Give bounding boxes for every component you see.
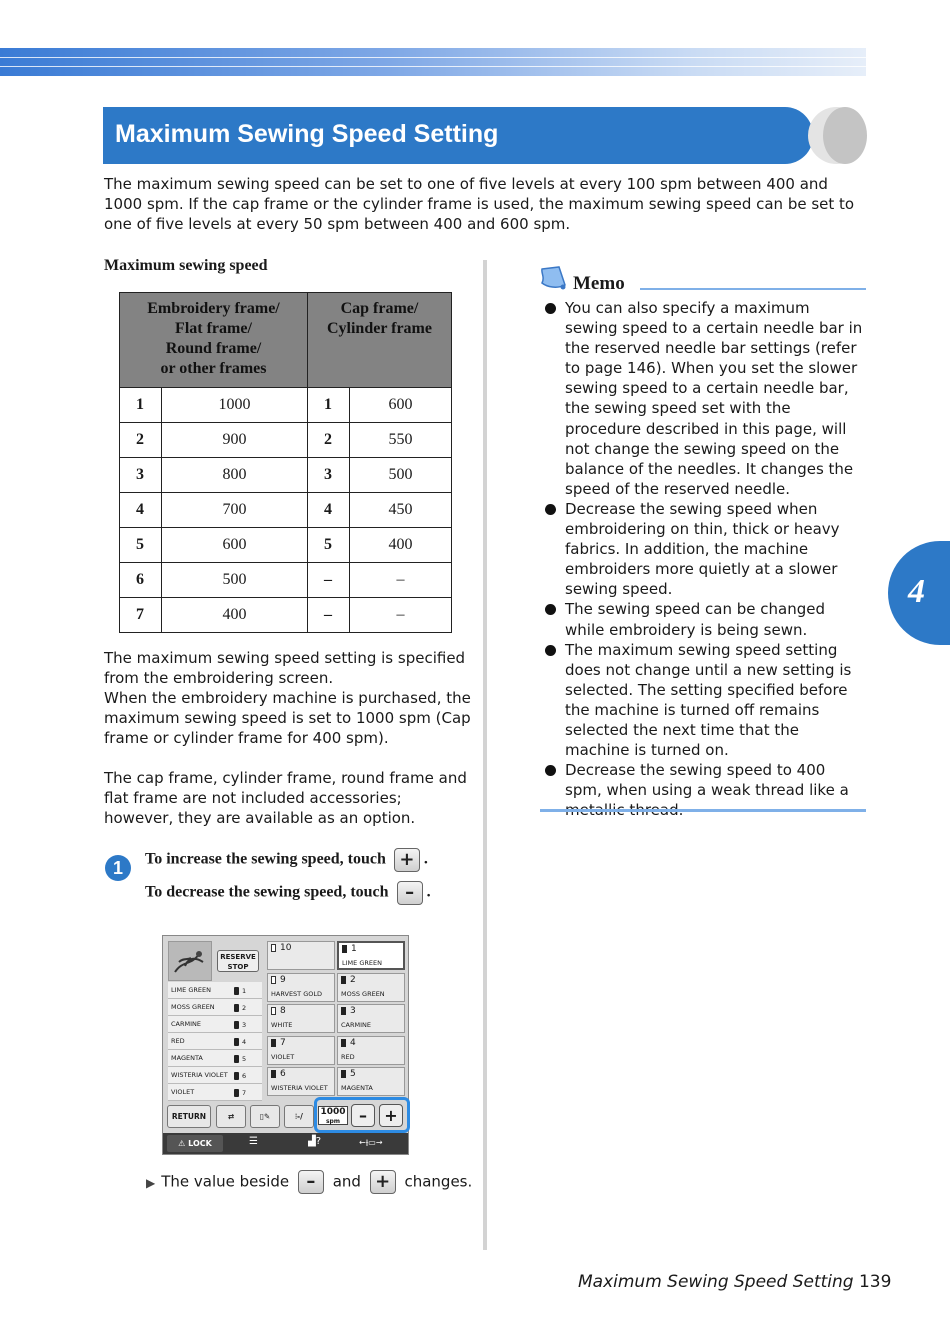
needle-number: 5 xyxy=(350,1069,356,1079)
thread-name: CARMINE xyxy=(171,1020,201,1028)
needle-color-name: WHITE xyxy=(271,1021,293,1029)
needle-number: 1 xyxy=(351,944,357,954)
spool-icon xyxy=(271,976,276,984)
page-footer xyxy=(578,1272,891,1292)
spool-icon xyxy=(341,1070,346,1078)
needle-number: 10 xyxy=(280,943,292,953)
table-cell: 2 xyxy=(120,423,162,458)
table-row xyxy=(120,563,452,598)
memo-item xyxy=(543,599,865,639)
help-icon[interactable]: ▟? xyxy=(308,1136,321,1147)
thread-list-item[interactable] xyxy=(168,999,262,1016)
max-speed-value: 1000 spm xyxy=(318,1106,348,1125)
spool-icon xyxy=(341,976,346,984)
needle-color-name: MOSS GREEN xyxy=(341,989,385,998)
needle-number: 8 xyxy=(280,1006,286,1016)
thread-name: RED xyxy=(171,1037,185,1045)
thread-list-item[interactable] xyxy=(168,982,262,999)
table-row xyxy=(120,423,452,458)
table-row xyxy=(120,458,452,493)
speed-table xyxy=(119,292,452,633)
needle-bar-tile[interactable] xyxy=(267,1067,335,1096)
column-divider xyxy=(483,260,487,1250)
thread-list-item[interactable] xyxy=(168,1067,262,1084)
memo-item-text: Decrease the sewing speed to 400 spm, when using a weak thread like a xyxy=(565,761,849,800)
table-cell: 4 xyxy=(307,493,349,528)
paragraph-default-speed: When the embroidery machine is purchased, the maximum sewing speed is set to 1000 spm (Cap frame or cylinder frame for 400 spm). xyxy=(104,689,471,747)
needle-number: 9 xyxy=(280,974,286,985)
table-cell: 600 xyxy=(349,388,451,423)
thread-name: VIOLET xyxy=(171,1088,195,1096)
bullet-icon xyxy=(545,604,556,615)
needle-bar-tile[interactable] xyxy=(267,1036,335,1065)
needle-color-name: CARMINE xyxy=(341,1021,371,1029)
table-cell: 3 xyxy=(120,458,162,493)
spool-icon xyxy=(234,1089,239,1097)
needle-bar-tile[interactable] xyxy=(337,1036,405,1065)
memo-bell-icon xyxy=(539,265,567,291)
table-cell: 500 xyxy=(349,458,451,493)
needle-number: 2 xyxy=(350,974,356,985)
memo-item xyxy=(543,499,865,599)
bullet-icon xyxy=(545,504,556,515)
chapter-tab xyxy=(888,541,950,645)
needle-number: 6 xyxy=(280,1069,286,1079)
needle-bar-tile[interactable] xyxy=(267,973,335,1002)
memo-bottom-rule xyxy=(540,809,866,812)
spool-icon xyxy=(234,1004,239,1012)
footer-title: Maximum Sewing Speed Setting xyxy=(578,1272,854,1292)
embroidery-pattern-preview xyxy=(168,941,212,981)
thread-tension-button[interactable]: ⫶-/ xyxy=(284,1105,314,1128)
thread-list-item[interactable] xyxy=(168,1016,262,1033)
thread-number: 4 xyxy=(242,1038,247,1046)
table-header-embroidery-frame: Embroidery frame/ Flat frame/ Round frame/ or other frames xyxy=(120,293,308,388)
table-cell: 400 xyxy=(349,528,451,563)
needle-bar-tile[interactable] xyxy=(337,1004,405,1033)
machine-screen-illustration xyxy=(162,935,409,1155)
table-cell: – xyxy=(349,598,451,633)
memo-item-text: The sewing speed can be changed while embroidery is being sewn. xyxy=(565,600,825,639)
table-cell: 2 xyxy=(307,423,349,458)
page-number: 139 xyxy=(858,1272,892,1292)
plus-key-icon: + xyxy=(370,1170,396,1194)
thread-number: 3 xyxy=(242,1021,247,1029)
table-cell: 900 xyxy=(162,423,308,458)
spool-icon xyxy=(342,945,347,953)
spool-icon xyxy=(341,1039,346,1047)
table-cell: 700 xyxy=(162,493,308,528)
reserve-stop-button[interactable]: RESERVE STOP xyxy=(217,950,259,972)
table-cell: – xyxy=(307,563,349,598)
table-cell: 1 xyxy=(120,388,162,423)
thread-number: 6 xyxy=(242,1072,247,1080)
table-cell: – xyxy=(349,563,451,598)
spool-icon xyxy=(234,987,239,995)
title-decoration-circle xyxy=(823,107,867,164)
needle-color-name: LIME GREEN xyxy=(342,959,382,967)
paragraph-accessories: The cap frame, cylinder frame, round frame and flat frame are not included accessories; however, they are available as an option. xyxy=(104,769,467,827)
memo-top-rule xyxy=(640,288,866,290)
chapter-number: 4 xyxy=(908,573,925,610)
bullet-icon xyxy=(545,645,556,656)
frame-move-icon[interactable]: ←⫲▭→ xyxy=(359,1138,383,1147)
intro-paragraph: The maximum sewing speed can be set to one of five levels at every 100 spm between 400 and 1000 spm. If the cap frame or the cylinder frame is used, the maximum sewing speed can be set to one of five levels at every 50 spm between 400 and 600 spm. xyxy=(104,175,855,233)
needle-bar-tile[interactable] xyxy=(337,973,405,1002)
needle-bar-tile[interactable] xyxy=(267,941,335,970)
needle-bar-tile[interactable] xyxy=(337,941,405,970)
memo-item xyxy=(543,298,865,499)
table-row xyxy=(120,598,452,633)
checklist-icon[interactable]: ☰ xyxy=(249,1136,258,1147)
screen-status-bar xyxy=(163,1133,408,1154)
thread-list-item[interactable] xyxy=(168,1050,262,1067)
thread-number: 5 xyxy=(242,1055,247,1063)
needle-color-name: WISTERIA VIOLET xyxy=(271,1084,328,1092)
spool-icon xyxy=(271,1007,276,1015)
table-cell: 7 xyxy=(120,598,162,633)
return-button[interactable]: RETURN xyxy=(167,1105,211,1128)
thread-number: 2 xyxy=(242,1004,247,1012)
needle-number: 3 xyxy=(350,1006,356,1016)
header-gradient-bar xyxy=(0,48,866,76)
step-number: 1 xyxy=(105,855,131,881)
table-row xyxy=(120,493,452,528)
table-cell: 1 xyxy=(307,388,349,423)
table-cell: 4 xyxy=(120,493,162,528)
table-cell: 1000 xyxy=(162,388,308,423)
result-arrow-icon: ▶ xyxy=(146,1175,156,1190)
table-row xyxy=(120,388,452,423)
needle-number: 7 xyxy=(280,1037,286,1048)
table-cell: 450 xyxy=(349,493,451,528)
memo-item-text: You can also specify a maximum sewing speed to a certain needle bar in the reserved needle bar settings (refer to page 146). When you set the slower sewing speed to a certain needle bar, the sewing speed set with the procedure described in this page, will not change the sewing speed on the balance of the needles. It changes the speed of the reserved needle. xyxy=(565,299,863,498)
step-decrease-line: To decrease the sewing speed, touch – . xyxy=(145,882,431,903)
spool-icon xyxy=(234,1038,239,1046)
table-cell: 5 xyxy=(307,528,349,563)
spool-icon xyxy=(271,1039,276,1047)
table-cell: 550 xyxy=(349,423,451,458)
minus-key-icon: – xyxy=(397,881,423,905)
needle-color-name: MAGENTA xyxy=(341,1084,373,1092)
bullet-icon xyxy=(545,765,556,776)
needle-number: 4 xyxy=(350,1037,356,1048)
needle-color-name: HARVEST GOLD xyxy=(271,989,322,998)
memo-list xyxy=(543,298,865,820)
paragraph-setting-location: The maximum sewing speed setting is specified from the embroidering screen. xyxy=(104,649,466,687)
thread-list-item[interactable] xyxy=(168,1033,262,1050)
memo-item-text: The maximum sewing speed setting does not change until a new setting is selected. The setting specified before the machine is turned off remains selected the next time that the machine is turned on. xyxy=(565,640,852,760)
decrease-speed-button[interactable]: – xyxy=(351,1104,375,1127)
thread-name: MAGENTA xyxy=(171,1054,203,1062)
memo-item-text: Decrease the sewing speed when embroidering on thin, thick or heavy fabrics. In addition, the machine embroiders more quietly at a slower sewing speed. xyxy=(565,499,840,599)
increase-speed-button[interactable]: + xyxy=(379,1104,403,1127)
table-cell: 3 xyxy=(307,458,349,493)
needle-bar-tile[interactable] xyxy=(267,1004,335,1033)
thread-list-item[interactable] xyxy=(168,1084,262,1101)
thread-name: MOSS GREEN xyxy=(171,1003,215,1011)
page-title: Maximum Sewing Speed Setting xyxy=(115,120,499,148)
table-caption: Maximum sewing speed xyxy=(104,257,268,274)
memo-item xyxy=(543,640,865,761)
spool-icon xyxy=(271,1070,276,1078)
table-cell: 600 xyxy=(162,528,308,563)
thread-name: LIME GREEN xyxy=(171,986,211,994)
bullet-icon xyxy=(545,303,556,314)
table-cell: 6 xyxy=(120,563,162,598)
lock-button[interactable]: ⚠ LOCK xyxy=(167,1135,223,1152)
spool-icon xyxy=(234,1021,239,1029)
table-cell: 800 xyxy=(162,458,308,493)
spool-icon xyxy=(234,1072,239,1080)
table-header-cap-frame: Cap frame/ Cylinder frame xyxy=(307,293,451,388)
thread-name: WISTERIA VIOLET xyxy=(171,1071,228,1079)
title-band xyxy=(103,107,813,164)
spool-icon xyxy=(271,944,276,952)
table-cell: 5 xyxy=(120,528,162,563)
table-cell: 500 xyxy=(162,563,308,598)
thread-color-list xyxy=(168,982,262,1101)
needle-settings-button[interactable]: ▯✎ xyxy=(250,1105,280,1128)
needle-color-name: RED xyxy=(341,1052,355,1061)
needle-bar-tile[interactable] xyxy=(337,1067,405,1096)
plus-key-icon: + xyxy=(394,848,420,872)
spool-icon xyxy=(234,1055,239,1063)
thread-number: 1 xyxy=(242,987,247,995)
table-cell: 400 xyxy=(162,598,308,633)
needle-color-name: VIOLET xyxy=(271,1052,295,1061)
memo-title: Memo xyxy=(573,273,625,294)
spool-icon xyxy=(341,1007,346,1015)
needle-swap-button[interactable]: ⇄ xyxy=(216,1105,246,1128)
table-row xyxy=(120,528,452,563)
thread-number: 7 xyxy=(242,1089,247,1097)
table-cell: – xyxy=(307,598,349,633)
step-result: ▶ The value beside – and + changes. xyxy=(146,1171,473,1192)
minus-key-icon: – xyxy=(298,1170,324,1194)
step-increase-line: To increase the sewing speed, touch + . xyxy=(145,849,428,870)
